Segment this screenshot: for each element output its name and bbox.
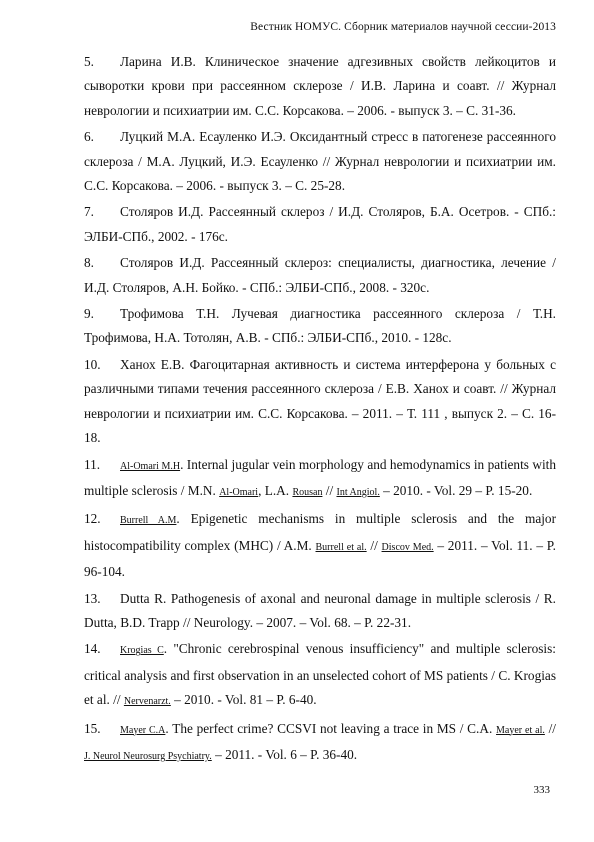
journal-link[interactable]: Discov Med. (381, 541, 434, 553)
author-link[interactable]: Krogias C (120, 645, 164, 657)
reference-item: 6. Луцкий М.А. Есауленко И.Э. Оксидантный стресс в патогенезе рассеянного склероза / М.А. Луцкий, И.Э. Есауленко // Журнал неврологии и психиатрии им. С.С. Корсакова. – 2006. - выпуск 3. – С. 25-28. (84, 129, 556, 194)
reference-item-11: 11. Al-Omari M.H. Internal jugular vein morphology and hemodynamics in patients with multiple sclerosis / M.N. Al-Omari, L.A. Rousan // Int Angiol. – 2010. - Vol. 29 – P. 15-20. (84, 456, 556, 498)
reference-item: 9. Трофимова Т.Н. Лучевая диагностика рассеянного склероза / Т.Н. Трофимова, Н.А. Тотолян, А.В. - СПб.: ЭЛБИ-СПб., 2010. - 128с. (84, 306, 556, 346)
reference-item: 8. Столяров И.Д. Рассеянный склероз: специалисты, диагностика, лечение / И.Д. Столяров, А.Н. Бойко. - СПб.: ЭЛБИ-СПб., 2008. - 320с. (84, 255, 556, 295)
author-link[interactable]: Mayer et al. (496, 724, 545, 736)
reference-item-13: 13. Dutta R. Pathogenesis of axonal and neuronal damage in multiple sclerosis / R. Dutta, B.D. Trapp // Neurology. – 2007. – Vol. 68. – P. 22-31. (84, 590, 556, 630)
author-link[interactable]: Al-Omari M.H (120, 460, 181, 472)
reference-list (84, 50, 556, 771)
reference-item: 5. Ларина И.В. Клиническое значение адгезивных свойств лейкоцитов и сыворотки крови при рассеянном склерозе / И.В. Ларина и соавт. // Журнал неврологии и психиатрии им. С.С. Корсакова. – 2006. - выпуск 3. – С. 31-36. (84, 54, 556, 118)
reference-item: 7. Столяров И.Д. Рассеянный склероз / И.Д. Столяров, Б.А. Осетров. - СПб.: ЭЛБИ-СПб., 2002. - 176с. (84, 204, 556, 244)
reference-item: 10. Ханох Е.В. Фагоцитарная активность и система интерферона у больных с различными типами течения рассеянного склероза / Е.В. Ханох и соавт. // Журнал неврологии и психиатрии им. С.С. Корсакова. – 2011. – Т. 111 , выпуск 2. – С. 16-18. (84, 356, 556, 446)
author-link[interactable]: Mayer C.A (120, 724, 166, 736)
author-link[interactable]: Burrell et al. (315, 541, 367, 553)
reference-item-12: 12. Burrell A.M. Epigenetic mechanisms in multiple sclerosis and the major histocompatibility complex (MHC) / A.M. Burrell et al. // Discov Med. – 2011. – Vol. 11. – P. 96-104. (84, 511, 557, 580)
author-link[interactable]: Burrell A.M (120, 515, 177, 527)
journal-link[interactable]: J. Neurol Neurosurg Psychiatry. (84, 750, 212, 762)
author-link[interactable]: Al-Omari (219, 486, 259, 498)
page-number: 333 (533, 784, 550, 796)
journal-link[interactable]: Int Angiol. (336, 486, 380, 498)
running-header: Вестник НОМУС. Сборник материалов научной сессии-2013 (250, 21, 556, 33)
author-link[interactable]: Rousan (292, 486, 323, 498)
reference-item-15: 15. Mayer C.A. The perfect crime? CCSVI not leaving a trace in MS / C.A. Mayer et al. // J. Neurol Neurosurg Psychiatry. – 2011. - Vol. 6 – P. 36-40. (84, 720, 556, 762)
journal-link[interactable]: Nervenarzt. (123, 696, 171, 708)
reference-item-14: 14. Krogias C. "Chronic cerebrospinal venous insufficiency" and multiple sclerosis: critical analysis and first observation in an unselected cohort of MS patients / C. Krogias et al. // Nervenarzt. – 2010. - Vol. 81 – P. 6-40. (84, 641, 556, 708)
